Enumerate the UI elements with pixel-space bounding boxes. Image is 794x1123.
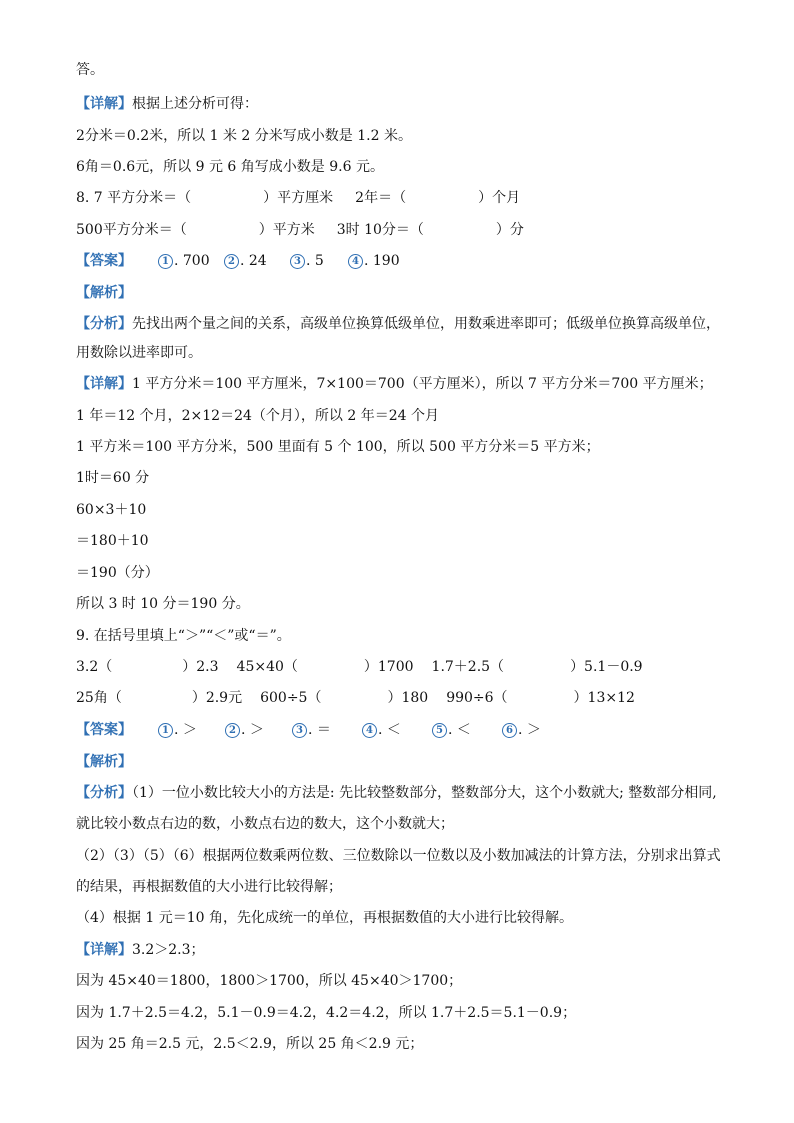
q8-part: ）个月 (478, 190, 521, 206)
question-8-line-1 (76, 188, 520, 208)
detail-line: ＝190（分） (76, 565, 159, 581)
analysis-line: （4）根据 1 元＝10 角，先化成统一的单位，再根据数值的大小进行比较得解。 (76, 910, 573, 926)
analysis-tag: 【解析】 (76, 754, 132, 770)
answer-item: 4 . 190 (348, 251, 400, 271)
circled-number-icon: 3 (292, 723, 307, 738)
analysis-line (76, 314, 720, 334)
q8-part: 8. 7 平方分米＝（ (76, 190, 192, 206)
q9-part: ）13×12 (573, 690, 635, 706)
analysis-heading (76, 283, 132, 303)
detail-line: 1时＝60 分 (76, 470, 150, 486)
q9-part: ）2.9元 (191, 690, 243, 706)
analysis-line: 用数除以进率即可。 (76, 345, 202, 361)
question-8-line-2 (76, 220, 524, 240)
q8-part: 500平方分米＝（ (76, 222, 187, 238)
q8-part: 2年＝（ (355, 190, 407, 206)
analysis-sub-tag: 【分析】 (76, 785, 132, 801)
circled-number-icon: 4 (362, 723, 377, 738)
q9-part: ）2.3 (182, 659, 219, 675)
analysis-sub-tag: 【分析】 (76, 316, 132, 332)
answer-8-line (76, 251, 400, 271)
q9-part: 990÷6（ (446, 690, 508, 706)
circled-number-icon: 3 (290, 254, 305, 269)
detail-line: 1 年＝12 个月，2×12＝24（个月），所以 2 年＝24 个月 (76, 408, 439, 424)
q8-part: ）平方厘米 (263, 190, 334, 206)
q8-part: ）平方米 (258, 222, 315, 238)
answer-item: 6 . ＞ (502, 720, 541, 740)
detail-text: 1 平方分米＝100 平方厘米，7×100＝700（平方厘米），所以 7 平方分米＝700 平方厘米； (132, 376, 713, 392)
q9-part: 600÷5（ (260, 690, 322, 706)
circled-number-icon: 2 (225, 723, 240, 738)
answer-item: 4 . ＜ (362, 720, 432, 740)
q8-part: 3时 10分＝（ (336, 222, 424, 238)
analysis-line (76, 783, 717, 803)
circled-number-icon: 2 (224, 254, 239, 269)
question-9-line-1 (76, 657, 643, 677)
analysis-tag: 【解析】 (76, 285, 132, 301)
analysis-heading (76, 752, 132, 772)
detail-text: 根据上述分析可得： (132, 96, 258, 112)
detail-line: ＝180＋10 (76, 533, 149, 549)
q9-part: ）5.1－0.9 (570, 659, 643, 675)
answer-item: 5 . ＜ (432, 720, 502, 740)
q8-part: ）分 (495, 222, 524, 238)
detail-line (76, 940, 205, 960)
answer-item: 2 . 24 (224, 251, 290, 271)
question-9-line-2 (76, 688, 635, 708)
answer-9-line (76, 720, 541, 740)
detail-tag: 【详解】 (76, 96, 132, 112)
detail-text: 3.2＞2.3； (132, 942, 205, 958)
answer-item: 1 . ＞ (158, 720, 225, 740)
analysis-line: 的结果，再根据数值的大小进行比较得解； (76, 879, 342, 895)
detail-line: 所以 3 时 10 分＝190 分。 (76, 596, 250, 612)
q9-part: 45×40（ (236, 659, 298, 675)
analysis-text: 先找出两个量之间的关系，高级单位换算低级单位，用数乘进率即可；低级单位换算高级单位， (132, 316, 720, 332)
q9-part: 1.7＋2.5（ (431, 659, 505, 675)
answer-item: 1 . 700 (158, 251, 224, 271)
text-line: 答。 (76, 62, 104, 78)
detail-line (76, 374, 713, 394)
detail-line: 因为 25 角＝2.5 元，2.5＜2.9，所以 25 角＜2.9 元； (76, 1036, 424, 1052)
answer-tag: 【答案】 (76, 253, 132, 269)
circled-number-icon: 5 (432, 723, 447, 738)
q9-part: 25角（ (76, 690, 122, 706)
circled-number-icon: 1 (158, 723, 173, 738)
detail-tag: 【详解】 (76, 376, 132, 392)
q9-part: 3.2（ (76, 659, 113, 675)
answer-tag: 【答案】 (76, 722, 132, 738)
detail-line: 60×3＋10 (76, 502, 147, 518)
detail-line (76, 94, 258, 114)
detail-line: 1 平方米＝100 平方分米，500 里面有 5 个 100，所以 500 平方分米＝5 平方米； (76, 439, 600, 455)
q9-part: ）1700 (363, 659, 414, 675)
analysis-line: （2）（3）（5）（6）根据两位数乘两位数、三位数除以一位数以及小数加减法的计算方法，分别求出算式 (76, 848, 721, 864)
analysis-line: 就比较小数点右边的数，小数点右边的数大，这个小数就大； (76, 816, 454, 832)
answer-item: 3 . ＝ (292, 720, 362, 740)
answer-item: 2 . ＞ (225, 720, 292, 740)
answer-item: 3 . 5 (290, 251, 348, 271)
circled-number-icon: 4 (348, 254, 363, 269)
detail-tag: 【详解】 (76, 942, 132, 958)
analysis-text: （1）一位小数比较大小的方法是: 先比较整数部分，整数部分大，这个小数就大; 整数部分相同, (132, 785, 717, 801)
q9-part: ）180 (387, 690, 429, 706)
detail-line: 因为 45×40＝1800，1800＞1700，所以 45×40＞1700； (76, 973, 463, 989)
question-9-title: 9. 在括号里填上“＞”“＜”或“＝”。 (76, 628, 291, 644)
text-line: 2分米＝0.2米，所以 1 米 2 分米写成小数是 1.2 米。 (76, 128, 412, 144)
circled-number-icon: 1 (158, 254, 173, 269)
text-line: 6角＝0.6元，所以 9 元 6 角写成小数是 9.6 元。 (76, 159, 384, 175)
circled-number-icon: 6 (502, 723, 517, 738)
detail-line: 因为 1.7＋2.5＝4.2，5.1－0.9＝4.2，4.2＝4.2，所以 1.7＋2.5＝5.1－0.9； (76, 1005, 577, 1021)
